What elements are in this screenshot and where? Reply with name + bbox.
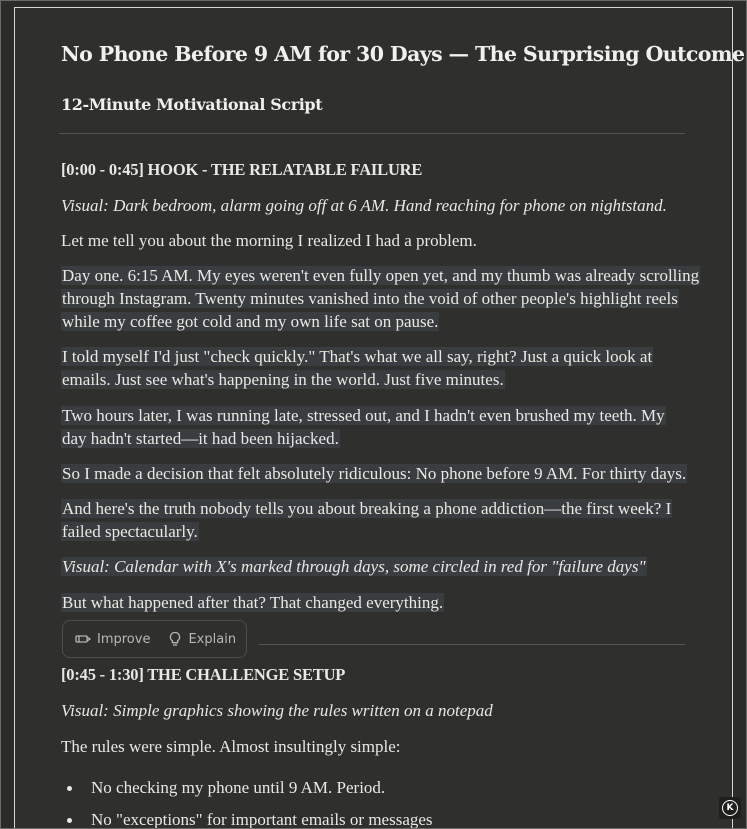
divider	[59, 133, 685, 134]
script-paragraph: Let me tell you about the morning I realized I had a problem.	[61, 231, 477, 250]
explain-label: Explain	[188, 631, 237, 647]
highlighted-line: day hadn't started—it had been hijacked.	[62, 429, 339, 448]
highlighted-line: while my coffee got cold and my own life sat on pause.	[62, 312, 439, 331]
page-subtitle: 12-Minute Motivational Script	[61, 95, 323, 114]
highlighted-line: emails. Just see what's happening in the world. Just five minutes.	[62, 370, 504, 389]
list-item: No "exceptions" for important emails or messages	[61, 808, 433, 829]
highlighted-line: So I made a decision that felt absolutely ridiculous: No phone before 9 AM. For thirty days.	[62, 464, 687, 483]
lightbulb-icon	[168, 631, 182, 647]
visual-direction: Visual: Dark bedroom, alarm going off at 6 AM. Hand reaching for phone on nightstand.	[61, 196, 667, 215]
page-title: No Phone Before 9 AM for 30 Days — The Surprising Outcome	[61, 42, 745, 66]
script-paragraph	[61, 264, 700, 333]
extension-badge[interactable]	[719, 797, 741, 819]
script-paragraph	[61, 462, 687, 485]
explain-button[interactable]	[168, 631, 236, 647]
improve-label: Improve	[97, 631, 151, 647]
highlighted-line: Visual: Calendar with X's marked through days, some circled in red for "failure days"	[62, 557, 646, 576]
visual-direction	[61, 555, 647, 578]
highlighted-line: And here's the truth nobody tells you about breaking a phone addiction—the first week? I	[62, 499, 672, 518]
highlighted-line: failed spectacularly.	[62, 522, 198, 541]
selection-toolbar	[62, 620, 247, 658]
list-item: No checking my phone until 9 AM. Period.	[61, 776, 433, 799]
script-paragraph: The rules were simple. Almost insultingly simple:	[61, 737, 401, 756]
highlighted-line: I told myself I'd just "check quickly." That's what we all say, right? Just a quick look at	[62, 347, 653, 366]
improve-button[interactable]	[75, 632, 150, 647]
script-paragraph	[61, 345, 653, 391]
rules-list	[61, 776, 433, 829]
document-panel	[14, 7, 745, 829]
k-logo-icon: K	[722, 800, 738, 816]
highlighted-line: Day one. 6:15 AM. My eyes weren't even fully open yet, and my thumb was already scrolling	[62, 266, 700, 285]
script-paragraph	[61, 591, 444, 614]
section-heading: [0:00 - 0:45] HOOK - THE RELATABLE FAILURE	[61, 160, 423, 179]
script-paragraph	[61, 497, 672, 543]
divider	[259, 644, 685, 645]
pen-icon	[75, 632, 91, 646]
visual-direction: Visual: Simple graphics showing the rules written on a notepad	[61, 701, 493, 720]
highlighted-line: But what happened after that? That changed everything.	[62, 593, 444, 612]
highlighted-line: Two hours later, I was running late, stressed out, and I hadn't even brushed my teeth. My	[62, 406, 665, 425]
script-paragraph	[61, 404, 666, 450]
highlighted-line: through Instagram. Twenty minutes vanished into the void of other people's highlight reels	[62, 289, 678, 308]
section-heading: [0:45 - 1:30] THE CHALLENGE SETUP	[61, 665, 346, 684]
